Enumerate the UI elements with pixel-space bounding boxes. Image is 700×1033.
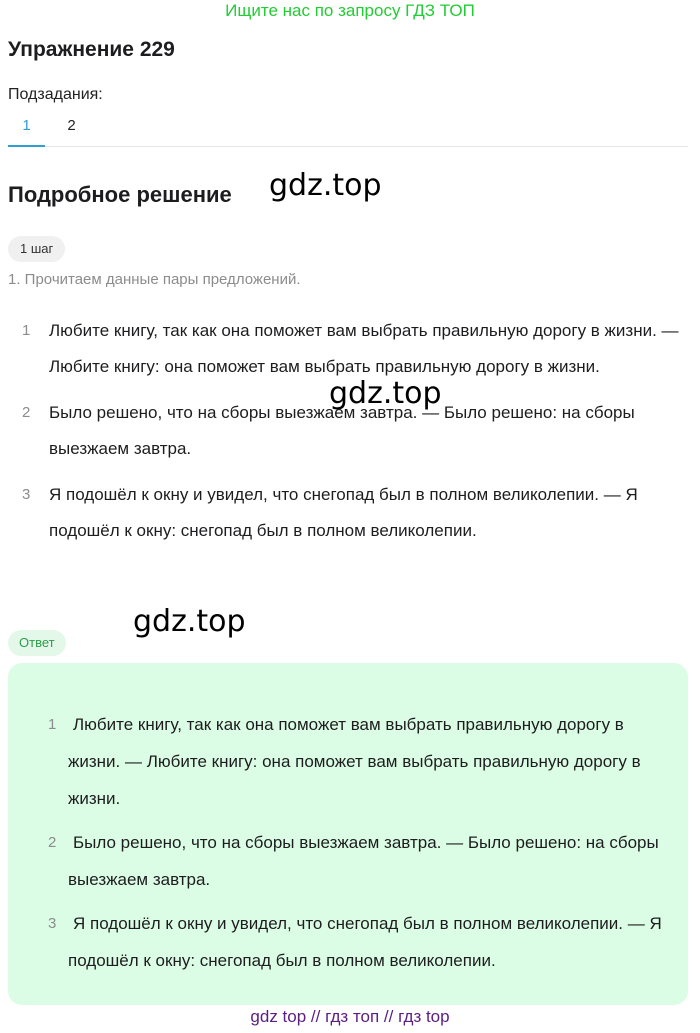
list-item (22, 395, 682, 467)
list-number: 2 (48, 834, 57, 851)
list-number: 1 (22, 322, 31, 339)
watermark: gdz.top (269, 168, 382, 203)
page-title: Упражнение 229 (8, 38, 175, 61)
list-text: Было решено, что на сборы выезжаем завтра. — Было решено: на сборы выезжаем завтра. (68, 833, 659, 889)
promo-banner: Ищите нас по запросу ГДЗ ТОП (225, 1, 475, 20)
list-number: 3 (48, 915, 57, 932)
list-text: Любите книгу, так как она поможет вам выбрать правильную дорогу в жизни. — Любите книгу: она поможет вам выбрать правильную дорогу в жизни. (68, 715, 641, 808)
tab-subtask-1[interactable]: 1 (8, 112, 45, 147)
list-text: Было решено, что на сборы выезжаем завтра. — Было решено: на сборы выезжаем завтра. (49, 403, 635, 458)
tab-subtask-2[interactable]: 2 (67, 117, 76, 134)
list-item (48, 905, 668, 979)
answer-list (48, 706, 668, 986)
watermark: gdz.top (329, 376, 442, 411)
list-number: 3 (22, 486, 31, 503)
step-intro: 1. Прочитаем данные пары предложений. (8, 271, 301, 288)
section-title: Подробное решение (8, 182, 232, 207)
solution-list (22, 313, 682, 559)
list-text: Я подошёл к окну и увидел, что снегопад был в полном великолепии. — Я подошёл к окну: снегопад был в полном великолепии. (68, 914, 662, 970)
step-badge: 1 шаг (8, 236, 65, 262)
watermark: gdz.top (133, 604, 246, 639)
footer-links[interactable]: gdz top // гдз топ // гдз top (250, 1007, 450, 1026)
subtask-tabs (8, 112, 688, 147)
list-item (48, 824, 668, 898)
list-number: 2 (22, 404, 31, 421)
list-text: Я подошёл к окну и увидел, что снегопад был в полном великолепии. — Я подошёл к окну: снегопад был в полном великолепии. (49, 485, 638, 540)
list-item (22, 477, 682, 549)
list-item (22, 313, 682, 385)
answer-badge: Ответ (8, 630, 66, 656)
list-item (48, 706, 668, 817)
list-number: 1 (48, 716, 57, 733)
list-text: Любите книгу, так как она поможет вам выбрать правильную дорогу в жизни. — Любите книгу: она поможет вам выбрать правильную дорогу в жизни. (49, 321, 679, 376)
subtasks-label: Подзадания: (8, 86, 103, 103)
